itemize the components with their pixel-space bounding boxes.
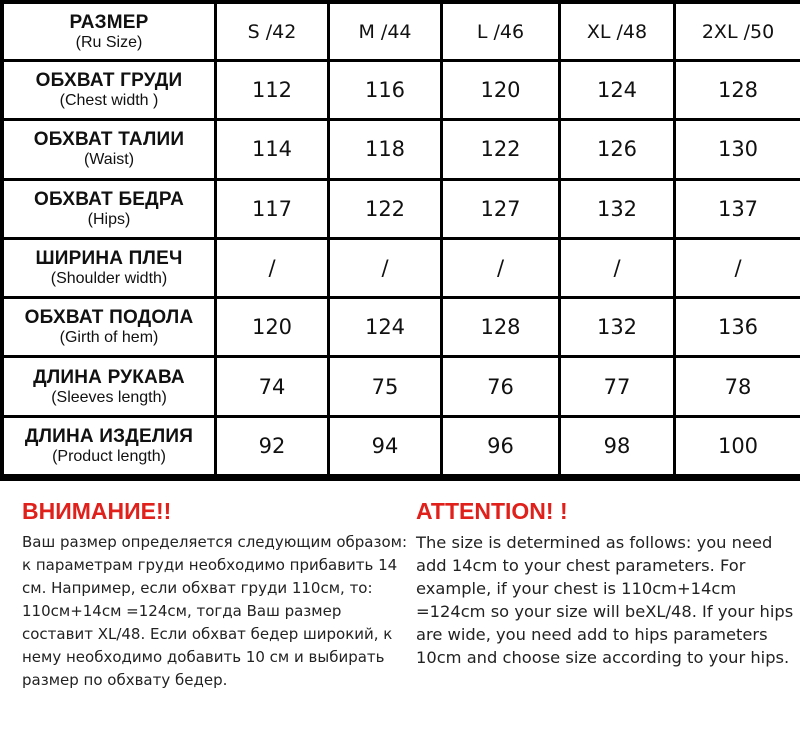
value-cell: 122 [330, 181, 443, 240]
value-cell: 120 [217, 299, 330, 358]
note-ru-title: ВНИМАНИЕ!! [22, 498, 172, 524]
value-cell: 137 [676, 181, 800, 240]
value-cell: 98 [561, 418, 676, 477]
row-label-ru: ШИРИНА ПЛЕЧ [35, 247, 183, 269]
value-cell: / [443, 240, 561, 299]
header-label-ru: РАЗМЕР [69, 11, 149, 33]
value-cell: 77 [561, 358, 676, 417]
size-header: 2XL /50 [676, 4, 800, 62]
note-en-body: The size is determined as follows: you need add 14cm to your chest parameters. For example, if your chest is 110cm+14cm =124cm so your size will beXL/48. If your hips are wide, you need add to hips parameters 10cm and choose size according to your hips. [416, 533, 794, 667]
size-table [4, 4, 800, 477]
value-cell: 117 [217, 181, 330, 240]
value-cell: 76 [443, 358, 561, 417]
row-label-en: (Shoulder width) [50, 269, 168, 287]
value-cell: 94 [330, 418, 443, 477]
value-cell: 78 [676, 358, 800, 417]
row-label-ru: ОБХВАТ ТАЛИИ [33, 129, 185, 151]
row-label-en: (Product length) [52, 447, 166, 465]
table-row [4, 299, 800, 358]
row-label-cell [4, 121, 217, 180]
size-header: M /44 [330, 4, 443, 62]
table-row [4, 121, 800, 180]
row-label-en: (Hips) [87, 210, 131, 228]
value-cell: / [561, 240, 676, 299]
row-label-cell [4, 62, 217, 121]
row-label-en: (Girth of hem) [59, 329, 159, 347]
note-en-title: ATTENTION! ! [416, 498, 568, 524]
table-row [4, 240, 800, 299]
row-label-cell [4, 418, 217, 477]
value-cell: 75 [330, 358, 443, 417]
value-cell: 118 [330, 121, 443, 180]
value-cell: 128 [676, 62, 800, 121]
value-cell: 132 [561, 299, 676, 358]
row-label-cell [4, 358, 217, 417]
table-row [4, 358, 800, 417]
value-cell: 124 [330, 299, 443, 358]
value-cell: 116 [330, 62, 443, 121]
value-cell: 132 [561, 181, 676, 240]
row-label-en: (Sleeves length) [51, 388, 167, 406]
size-header: L /46 [443, 4, 561, 62]
table-header-row [4, 4, 800, 62]
value-cell: 130 [676, 121, 800, 180]
row-label-cell [4, 240, 217, 299]
row-label-cell [4, 299, 217, 358]
table-row [4, 62, 800, 121]
header-label-en: (Ru Size) [75, 33, 143, 51]
row-label-ru: ДЛИНА РУКАВА [33, 366, 185, 388]
value-cell: / [676, 240, 800, 299]
size-notes [0, 497, 800, 730]
value-cell: / [330, 240, 443, 299]
value-cell: 92 [217, 418, 330, 477]
note-ru-body: Ваш размер определяется следующим образом: к параметрам груди необходимо прибавить 14 см. Например, если обхват груди 110см, то: 110см+14см =124см, тогда Ваш размер составит XL/48. Если обхват бедер широкий, к нему необходимо добавить 10 см и выбирать размер по обхвату бедер. [22, 533, 408, 689]
value-cell: 74 [217, 358, 330, 417]
table-row [4, 181, 800, 240]
size-header: XL /48 [561, 4, 676, 62]
note-ru [22, 497, 407, 692]
value-cell: 112 [217, 62, 330, 121]
size-header: S /42 [217, 4, 330, 62]
row-label-ru: ОБХВАТ ГРУДИ [35, 70, 183, 92]
value-cell: 114 [217, 121, 330, 180]
value-cell: 128 [443, 299, 561, 358]
note-en [416, 497, 800, 669]
row-label-en: (Chest width ) [59, 92, 159, 110]
value-cell: 120 [443, 62, 561, 121]
row-label-cell [4, 181, 217, 240]
table-row [4, 418, 800, 477]
row-label-en: (Waist) [83, 151, 135, 169]
value-cell: 122 [443, 121, 561, 180]
header-label-cell [4, 4, 217, 62]
value-cell: 96 [443, 418, 561, 477]
value-cell: 136 [676, 299, 800, 358]
value-cell: / [217, 240, 330, 299]
row-label-ru: ОБХВАТ ПОДОЛА [24, 307, 194, 329]
row-label-ru: ДЛИНА ИЗДЕЛИЯ [24, 425, 194, 447]
value-cell: 126 [561, 121, 676, 180]
value-cell: 124 [561, 62, 676, 121]
row-label-ru: ОБХВАТ БЕДРА [33, 188, 185, 210]
value-cell: 100 [676, 418, 800, 477]
value-cell: 127 [443, 181, 561, 240]
